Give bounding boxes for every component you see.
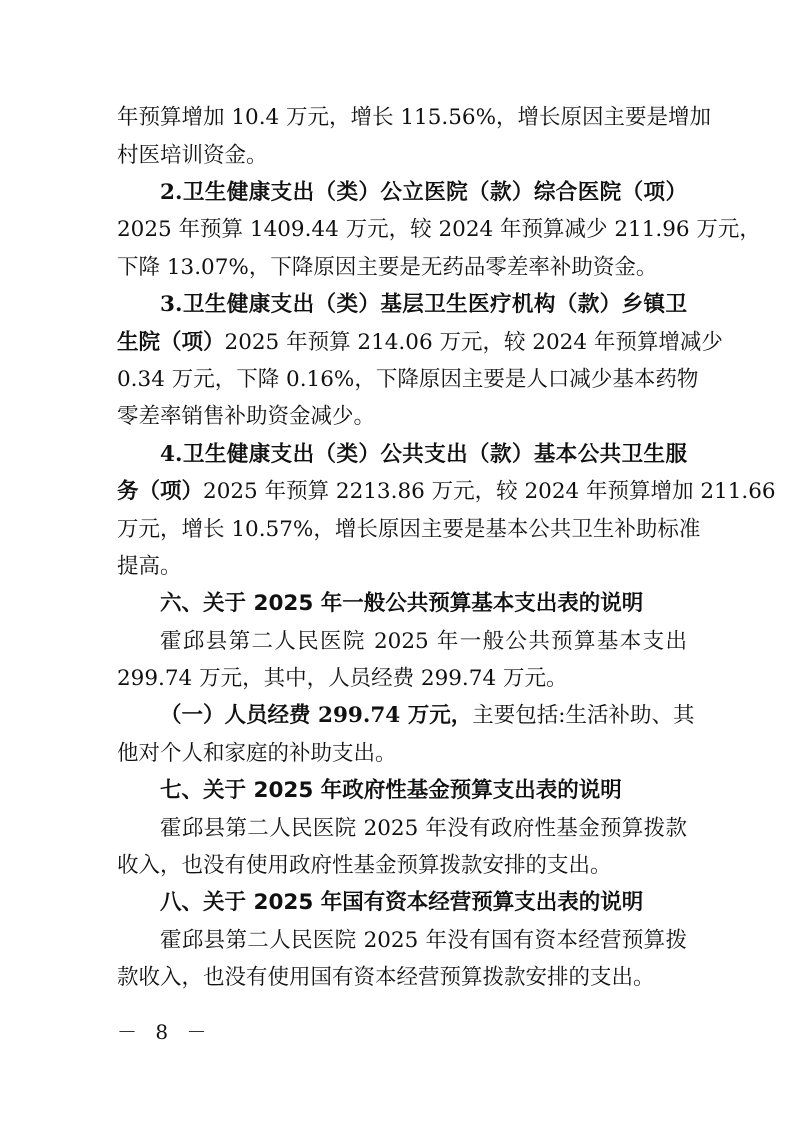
paragraph-1-line-2: 村医培训资金。 — [117, 143, 268, 168]
section-7-line-1: 霍邱县第二人民医院 2025 年没有政府性基金预算拨款 — [160, 816, 687, 841]
item-4-title: 4.卫生健康支出（类）公共支出（款）基本公共卫生服 — [160, 442, 687, 467]
item-3-line-2-text: 2025 年预算 214.06 万元，较 2024 年预算增减少 — [224, 330, 723, 355]
section-8-line-1: 霍邱县第二人民医院 2025 年没有国有资本经营预算拨 — [160, 928, 687, 953]
item-3-title-end: 生院（项） — [117, 330, 225, 355]
item-3-title: 3.卫生健康支出（类）基层卫生医疗机构（款）乡镇卫 — [160, 292, 687, 317]
section-6-sub-line-2: 他对个人和家庭的补助支出。 — [117, 741, 397, 766]
item-3-line-3: 0.34 万元，下降 0.16%，下降原因主要是人口减少基本药物 — [117, 367, 699, 392]
section-8-line-2: 款收入，也没有使用国有资本经营预算拨款安排的支出。 — [117, 965, 655, 990]
item-4-line-2-text: 2025 年预算 2213.86 万元，较 2024 年预算增加 211.66 — [203, 479, 776, 504]
section-8-heading: 八、关于 2025 年国有资本经营预算支出表的说明 — [160, 890, 644, 915]
section-6-sub-title: （一）人员经费 299.74 万元， — [160, 703, 473, 728]
section-6-sub-line-1 — [160, 701, 695, 731]
item-4-line-2 — [117, 477, 776, 507]
item-4-line-4: 提高。 — [117, 554, 182, 579]
item-2-line-3: 下降 13.07%，下降原因主要是无药品零差率补助资金。 — [117, 255, 658, 280]
item-3-line-2 — [117, 328, 723, 358]
section-6-line-1: 霍邱县第二人民医院 2025 年一般公共预算基本支出 — [160, 629, 687, 654]
section-7-line-2: 收入，也没有使用政府性基金预算拨款安排的支出。 — [117, 853, 612, 878]
page-number: － 8 － — [117, 1020, 213, 1044]
item-3-line-4: 零差率销售补助资金减少。 — [117, 404, 376, 429]
item-4-line-3: 万元，增长 10.57%，增长原因主要是基本公共卫生补助标准 — [117, 517, 701, 542]
section-6-heading: 六、关于 2025 年一般公共预算基本支出表的说明 — [160, 591, 644, 616]
section-7-heading: 七、关于 2025 年政府性基金预算支出表的说明 — [160, 778, 622, 803]
item-2-title: 2.卫生健康支出（类）公立医院（款）综合医院（项） — [160, 180, 687, 205]
section-6-sub-text: 主要包括:生活补助、其 — [472, 703, 695, 728]
paragraph-1-line-1: 年预算增加 10.4 万元，增长 115.56%，增长原因主要是增加 — [117, 105, 712, 130]
item-2-line-2: 2025 年预算 1409.44 万元，较 2024 年预算减少 211.96 万元， — [117, 217, 761, 242]
item-4-title-end: 务（项） — [117, 479, 204, 504]
section-6-line-2: 299.74 万元，其中，人员经费 299.74 万元。 — [117, 666, 568, 691]
